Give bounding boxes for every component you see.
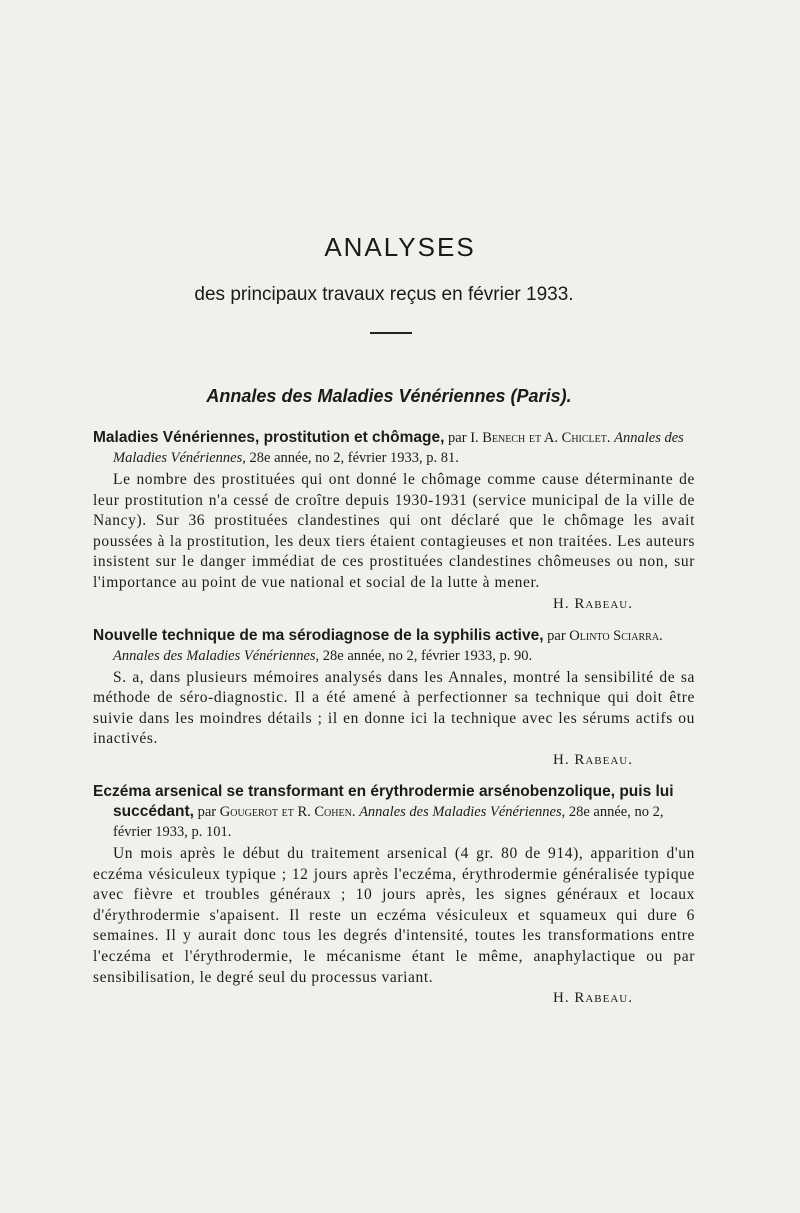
journal-heading: Annales des Maladies Vénériennes (Paris). bbox=[206, 386, 572, 406]
article-signature: H. Rabeau. bbox=[553, 751, 633, 768]
page-subtitle: des principaux travaux reçus en février 1933. bbox=[194, 284, 574, 305]
article-body: S. a, dans plusieurs mémoires analysés dans les Annales, montré la sensibilité de sa méthode de séro-diagnostic. Il a été amené à perfectionner sa technique qui doit être suivie dans les moindres détails ; il en donne ici la technique avec les sérums actifs ou inactivés. bbox=[93, 668, 695, 748]
article-body: Un mois après le début du traitement arsenical (4 gr. 80 de 914), apparition d'un eczéma vésiculeux typique ; 12 jours après l'eczéma, érythrodermie généralisée typique avec fièvre et troubles généraux ; 10 jours après, les signes généraux et locaux d'érythrodermie s'apaisent. Il reste un eczéma vésiculeux et squameux qui dure 6 semaines. Il y aurait donc tous les degrés d'intensité, toutes les transformations entre l'eczéma et l'érythrodermie, le mécanisme étant le même, anaphylactique ou par sensibilisation, le degré seul du processus variant. bbox=[93, 844, 695, 986]
article-by: par bbox=[197, 803, 217, 820]
article-3 bbox=[93, 782, 695, 1008]
article-citation: 28e année, no 2, février 1933, p. 101. bbox=[113, 803, 664, 840]
article-by: par bbox=[547, 627, 566, 644]
article-header bbox=[93, 782, 695, 842]
article-authors: I. Benech et A. Chiclet. bbox=[470, 430, 611, 446]
article-title: Maladies Vénériennes, prostitution et chômage, bbox=[93, 429, 445, 446]
article-authors: Gougerot et R. Cohen. bbox=[219, 803, 356, 820]
article-body: Le nombre des prostituées qui ont donné le chômage comme cause déterminante de leur prostitution n'a cessé de croître depuis 1930-1931 (service municipal de la ville de Nancy). Sur 36 prostituées clandestines qui ont déclaré que le chômage les avait poussées à la prostitution, les deux tiers étaient contagieuses et non traitées. Les auteurs insistent sur le danger immédiat de ces prostituées clandestines chômeuses ou non, sur l'importance au point de vue national et social de la lutte à mener. bbox=[93, 471, 695, 591]
article-journal: Annales des Maladies Vénériennes, bbox=[359, 803, 566, 820]
article-title: Nouvelle technique de ma sérodiagnose de la syphilis active, bbox=[93, 626, 544, 644]
articles-list bbox=[93, 428, 695, 1020]
article-authors: Olinto Sciarra. bbox=[569, 627, 663, 644]
title-divider bbox=[370, 332, 412, 334]
article-citation: 28e année, no 2, février 1933, p. 90. bbox=[322, 647, 533, 664]
article-citation: 28e année, no 2, février 1933, p. 81. bbox=[249, 450, 459, 466]
article-2 bbox=[93, 626, 695, 770]
article-1 bbox=[93, 428, 695, 614]
article-by: par bbox=[448, 430, 467, 446]
page-title: ANALYSES bbox=[324, 232, 476, 262]
article-title: Eczéma arsenical se transformant en érythrodermie arsénobenzolique, puis lui succédant, bbox=[93, 782, 674, 820]
article-journal: Annales des Maladies Vénériennes, bbox=[113, 430, 684, 466]
article-signature: H. Rabeau. bbox=[553, 595, 633, 612]
article-header bbox=[93, 428, 695, 468]
article-journal: Annales des Maladies Vénériennes, bbox=[113, 647, 320, 664]
article-signature: H. Rabeau. bbox=[553, 990, 633, 1007]
article-header bbox=[93, 626, 695, 666]
